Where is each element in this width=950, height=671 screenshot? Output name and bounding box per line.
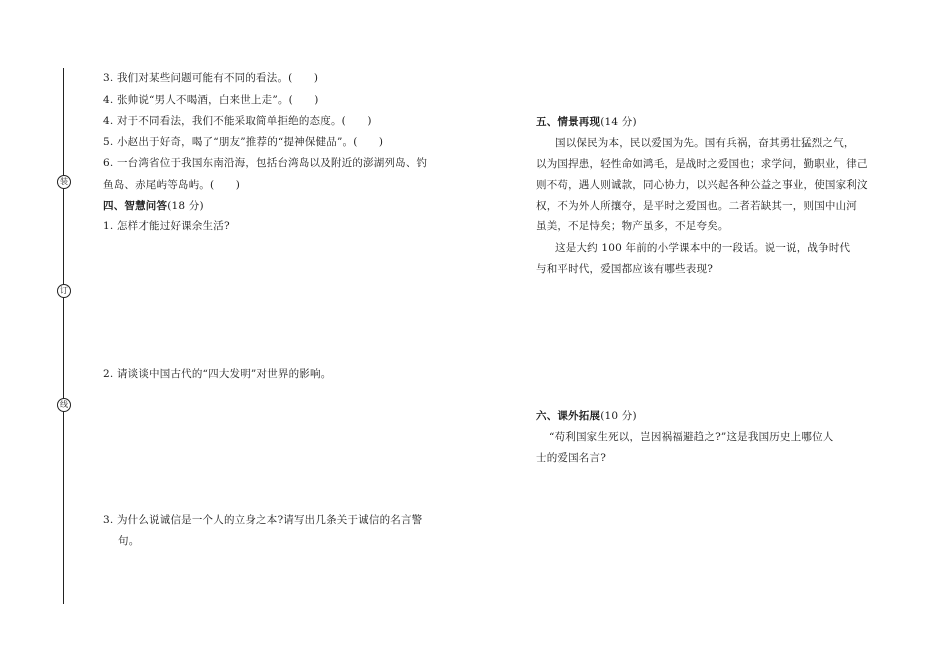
section-5-title: 五、情景再现	[536, 116, 601, 128]
section-5-heading	[536, 115, 637, 129]
binding-line	[63, 68, 64, 604]
judge-item-4a: 4. 张帅说“男人不喝酒，白来世上走”。( )	[103, 94, 319, 106]
section-4-score: (18 分)	[167, 200, 204, 212]
section-4-question-1: 1. 怎样才能过好课余生活?	[103, 220, 230, 232]
binding-seal-middle: 订	[57, 284, 71, 298]
section-5-passage-line-4: 权，不为外人所攘夺，是平时之爱国也。二者若缺其一，则国中山河	[536, 200, 857, 212]
section-5-question-line-1: 这是大约 100 年前的小学课本中的一段话。说一说，战争时代	[555, 242, 851, 254]
binding-seal-bottom: 线	[57, 398, 71, 412]
section-5-passage-line-3: 则不苟，遇人则诚款，同心协力，以兴起各种公益之事业，使国家利汶	[536, 179, 868, 191]
section-4-question-3-line2: 句。	[118, 535, 140, 547]
section-6-score: (10 分)	[600, 410, 637, 422]
section-4-question-2: 2. 请谈谈中国古代的“四大发明”对世界的影响。	[103, 368, 332, 380]
section-5-passage-line-1: 国以保民为本，民以爱国为先。国有兵祸，奋其勇壮猛烈之气，	[555, 137, 855, 149]
judge-item-6-line2: 鱼岛、赤尾屿等岛屿。( )	[103, 179, 240, 191]
section-5-question-line-2: 与和平时代，爱国都应该有哪些表现?	[536, 263, 714, 275]
judge-item-4b: 4. 对于不同看法，我们不能采取简单拒绝的态度。( )	[103, 115, 372, 127]
binding-seal-top: 装	[57, 175, 71, 189]
section-5-score: (14 分)	[600, 116, 637, 128]
judge-item-5: 5. 小赵出于好奇，喝了“朋友”推荐的“提神保健品”。( )	[103, 136, 384, 148]
section-5-passage-line-5: 虽美，不足恃矣；物产虽多，不足夸矣。	[536, 220, 729, 232]
section-6-title: 六、课外拓展	[536, 410, 601, 422]
section-4-question-3-line1: 3. 为什么说诚信是一个人的立身之本?请写出几条关于诚信的名言警	[103, 514, 423, 526]
section-4-heading	[103, 199, 204, 213]
section-5-passage-line-2: 以为国捍患，轻性命如鸿毛，是战时之爱国也；求学问，勤职业，律己	[536, 158, 868, 170]
section-6-question-line-1: “苟利国家生死以，岂因祸福避趋之?”这是我国历史上哪位人	[549, 431, 834, 443]
section-6-heading	[536, 409, 637, 423]
section-4-title: 四、智慧问答	[103, 200, 168, 212]
judge-item-3: 3. 我们对某些问题可能有不同的看法。( )	[103, 72, 319, 84]
section-6-question-line-2: 士的爱国名言?	[536, 452, 607, 464]
judge-item-6-line1: 6. 一台湾省位于我国东南沿海，包括台湾岛以及附近的澎湖列岛、钓	[103, 157, 428, 169]
